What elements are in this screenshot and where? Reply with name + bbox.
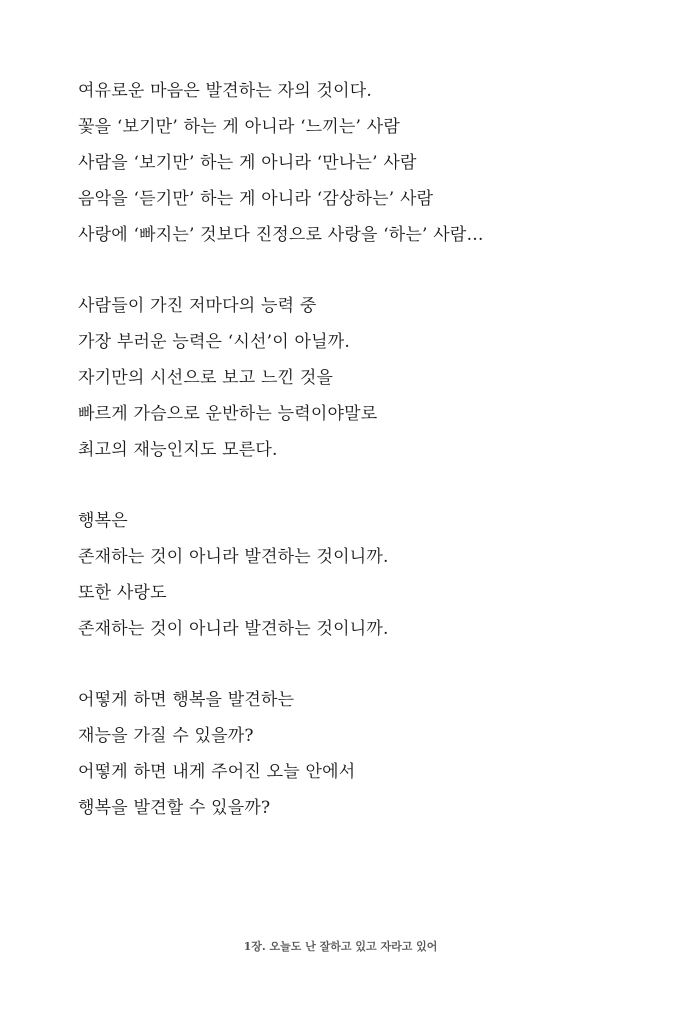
text-line: 여유로운 마음은 발견하는 자의 것이다. <box>78 81 372 101</box>
text-line: 자기만의 시선으로 보고 느낀 것을 <box>78 368 334 388</box>
text-line: 음악을 ‘듣기만’ 하는 게 아니라 ‘감상하는’ 사람 <box>78 189 434 209</box>
text-line: 존재하는 것이 아니라 발견하는 것이니까. <box>78 547 389 567</box>
text-line: 어떻게 하면 내게 주어진 오늘 안에서 <box>78 762 356 782</box>
stanza-2 <box>78 288 638 468</box>
stanza-1 <box>78 73 638 253</box>
page-body-text <box>78 73 638 826</box>
text-line: 꽃을 ‘보기만’ 하는 게 아니라 ‘느끼는’ 사람 <box>78 117 400 137</box>
text-line: 행복은 <box>78 511 128 531</box>
text-line: 행복을 발견할 수 있을까? <box>78 798 271 818</box>
text-line: 어떻게 하면 행복을 발견하는 <box>78 690 295 710</box>
text-line: 존재하는 것이 아니라 발견하는 것이니까. <box>78 619 389 639</box>
text-line: 최고의 재능인지도 모른다. <box>78 440 278 460</box>
text-line: 사람들이 가진 저마다의 능력 중 <box>78 296 317 316</box>
stanza-3 <box>78 503 638 647</box>
text-line: 사람을 ‘보기만’ 하는 게 아니라 ‘만나는’ 사람 <box>78 153 417 173</box>
text-line: 재능을 가질 수 있을까? <box>78 726 254 746</box>
text-line: 빠르게 가슴으로 운반하는 능력이야말로 <box>78 404 378 424</box>
text-line: 사랑에 ‘빠지는’ 것보다 진정으로 사랑을 ‘하는’ 사람… <box>78 225 484 245</box>
stanza-4 <box>78 682 638 826</box>
text-line: 또한 사랑도 <box>78 583 167 603</box>
running-footer: 1장. 오늘도 난 잘하고 있고 자라고 있어 <box>243 940 438 953</box>
text-line: 가장 부러운 능력은 ‘시선’이 아닐까. <box>78 332 350 352</box>
